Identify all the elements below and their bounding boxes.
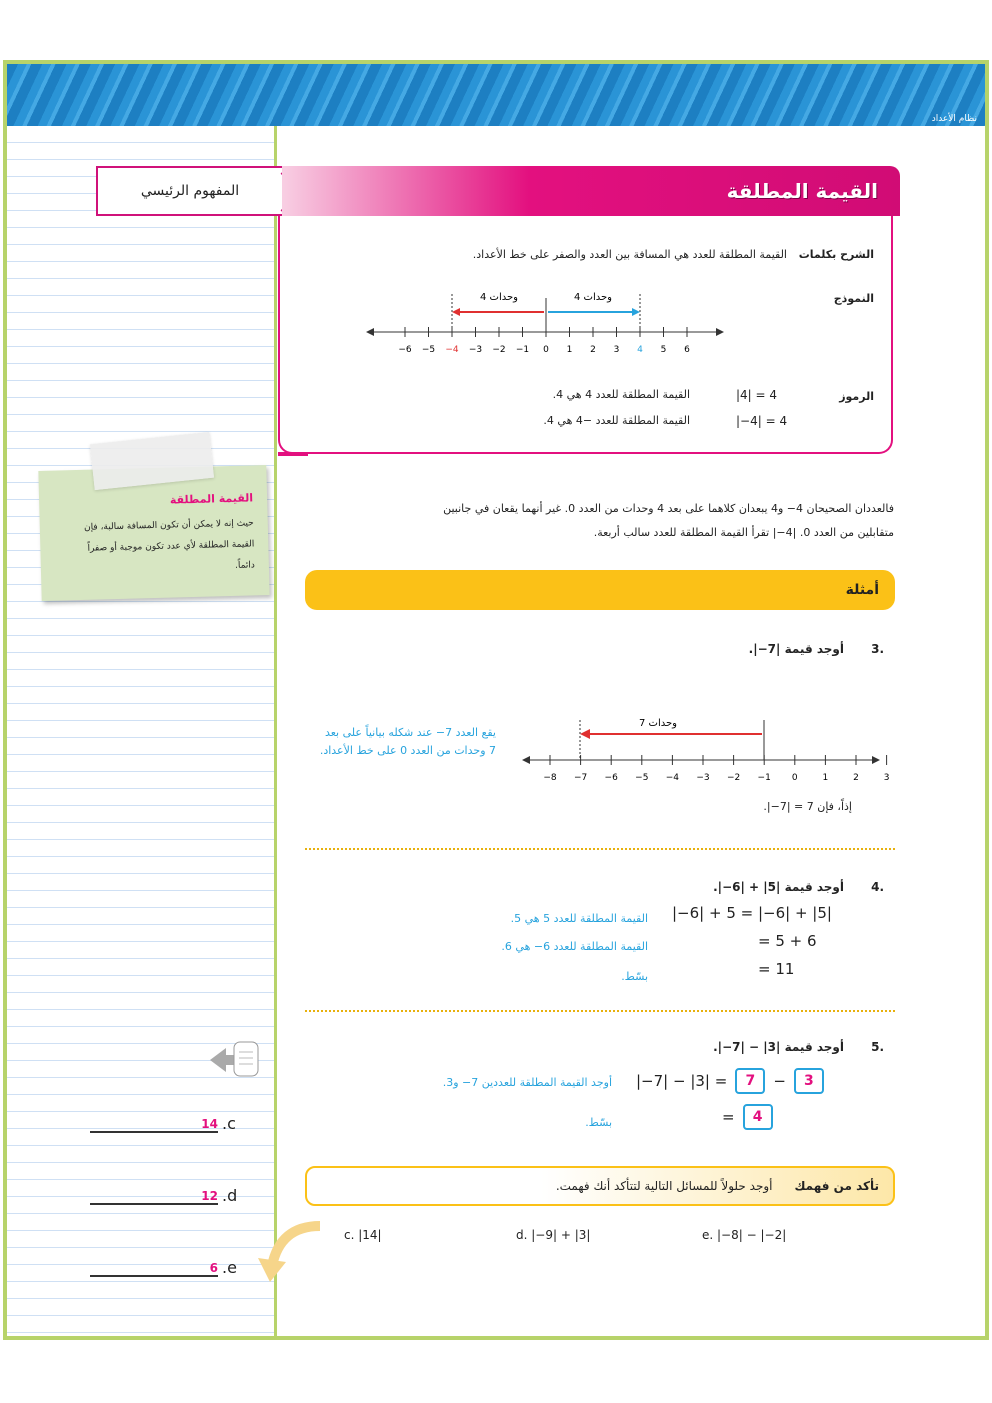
words-label: الشرح بكلمات: [798, 248, 874, 261]
ex5-note-2: بسّط.: [585, 1116, 612, 1129]
curved-arrow-icon: [250, 1216, 330, 1286]
notes-pointer-icon: [206, 1038, 262, 1082]
tick-label: −1: [757, 773, 771, 783]
answer-line-e[interactable]: 6: [90, 1261, 218, 1277]
ex5-prompt: أوجد قيمة |3| − |7−|.: [713, 1040, 844, 1054]
tick-label: 2: [853, 773, 859, 783]
paragraph-line-2: متقابلين من العدد 0. |4−| تقرأ القيمة المطلقة للعدد سالب أربعة.: [593, 526, 894, 539]
answer-label-d: .d: [222, 1186, 238, 1205]
examples-bar: [305, 570, 895, 610]
answer-label-c: .c: [222, 1114, 236, 1133]
ex4-line-3: = 11: [758, 960, 795, 978]
tick-label: 1: [822, 773, 829, 783]
nl-left-label: 4 وحدات: [480, 292, 518, 303]
tick-label: −2: [726, 773, 741, 783]
tick-label: −7: [573, 773, 588, 783]
sticky-note: [38, 465, 269, 601]
check-bar: [305, 1166, 895, 1206]
ex3-arrow-label: 7 وحدات: [639, 718, 677, 729]
tick-label: −5: [635, 773, 649, 783]
ex5-box-3[interactable]: 4: [743, 1104, 773, 1130]
tick-label: −3: [696, 773, 710, 783]
examples-title: أمثلة: [845, 582, 879, 598]
ex5-equals: =: [722, 1108, 735, 1126]
ex3-prompt: أوجد قيمة |7−|.: [748, 642, 844, 656]
concept-title-bar: [282, 166, 900, 216]
answer-line-c[interactable]: 14: [90, 1117, 218, 1133]
ex5-expr: |−7| − |3| =: [636, 1072, 728, 1090]
concept-tab: [96, 166, 284, 216]
tick-label: −6: [604, 773, 618, 783]
tick-label: −1: [515, 345, 530, 355]
tick-label: 5: [660, 345, 667, 355]
tick-label: 4: [637, 345, 643, 355]
check-title: تأكد من فهمك: [794, 1179, 879, 1193]
ex5-box-2[interactable]: 3: [794, 1068, 824, 1094]
answer-label-e: .e: [222, 1258, 237, 1277]
concept-number-line: [360, 286, 730, 362]
tick-label: 0: [543, 345, 549, 355]
concept-box-accent: [278, 452, 308, 456]
symbol-expr-2: |−4| = 4: [736, 414, 788, 428]
nl-right-label: 4 وحدات: [574, 292, 612, 303]
tick-label: −3: [468, 345, 483, 355]
words-text: القيمة المطلقة للعدد هي المسافة بين العدد والصفر على خط الأعداد.: [472, 248, 787, 261]
sticky-note-title: القيمة المطلقة: [169, 491, 254, 507]
ex4-line-2: = 5 + 6: [758, 932, 817, 950]
ex4-line-1: |−6| + 5 = |−6| + |5|: [672, 904, 832, 922]
tick-label: −2: [492, 345, 506, 355]
concept-title: القيمة المطلقة: [726, 179, 878, 203]
sidebar-divider: [274, 126, 277, 1336]
check-instruction: أوجد حلولاً للمسائل التالية لتتأكد أنك فهمت.: [555, 1179, 773, 1193]
tick-label: −5: [421, 345, 436, 355]
ex5-box-1[interactable]: 7: [735, 1068, 765, 1094]
ex5-minus: −: [773, 1072, 786, 1090]
tick-label: −4: [445, 345, 459, 355]
sidebar-notes: [7, 126, 275, 1336]
tick-label: −6: [398, 345, 412, 355]
separator-1: [305, 848, 895, 850]
ex3-red-arrowhead: [580, 729, 590, 739]
answer-line-d[interactable]: 12: [90, 1189, 218, 1205]
paragraph-line-1: فالعددان الصحيحان 4− و4 يبعدان كلاهما على بعد 4 وحدات من العدد 0. غير أنهما يقعان في جانبين: [443, 502, 894, 515]
ex5-note-1: أوجد القيمة المطلقة للعددين 7− و3.: [442, 1076, 612, 1089]
check-item-c[interactable]: c. |14|: [344, 1228, 382, 1242]
header-tag: نظام الأعداد: [931, 114, 977, 124]
answer-row-e: [90, 1258, 237, 1277]
symbol-expr-1: |4| = 4: [736, 388, 778, 402]
tick-label: 3: [613, 345, 620, 355]
ex4-note-1: القيمة المطلقة للعدد 5 هي 5.: [510, 912, 648, 925]
answer-row-d: [90, 1186, 237, 1205]
separator-2: [305, 1010, 895, 1012]
check-item-e[interactable]: e. |−8| − |−2|: [702, 1228, 787, 1242]
sticky-note-body: حيث إنه لا يمكن أن تكون المسافة سالبة، فإن القيمة المطلقة لأي عدد تكون موجبة أو صفراً دائماً.: [83, 518, 256, 571]
ex4-number: .4: [871, 880, 884, 894]
tick-label: 2: [590, 345, 596, 355]
ex4-note-3: بسّط.: [621, 970, 648, 983]
concept-tab-label: المفهوم الرئيسي: [140, 183, 240, 199]
tick-label: −8: [543, 773, 557, 783]
symbol-text-1: القيمة المطلقة للعدد 4 هي 4.: [552, 388, 690, 401]
ex3-result: إذاً، فإن 7 = |7−|.: [763, 800, 852, 813]
tick-label: 0: [791, 773, 798, 783]
header-banner: [7, 64, 985, 126]
tick-label: 1: [566, 345, 573, 355]
ex3-number-line: [520, 712, 890, 784]
tick-label: 3: [883, 773, 890, 783]
ex5-line-2: [722, 1104, 773, 1130]
ex5-line-1: [636, 1068, 824, 1094]
nl-blue-arrowhead: [632, 308, 640, 316]
nl-red-arrowhead: [452, 308, 460, 316]
check-item-d[interactable]: d. |−9| + |3|: [516, 1228, 591, 1242]
model-label: النموذج: [833, 292, 874, 305]
tick-label: 6: [684, 345, 690, 355]
ex3-note: يقع العدد 7− عند شكله بيانياً على بعد 7 وحدات من العدد 0 على خط الأعداد.: [319, 726, 496, 757]
symbols-label: الرموز: [839, 390, 874, 403]
answer-row-c: [90, 1114, 236, 1133]
ex4-prompt: أوجد قيمة |5| + |6−|.: [713, 880, 844, 894]
ex4-note-2: القيمة المطلقة للعدد 6− هي 6.: [501, 940, 648, 953]
tick-label: −4: [665, 773, 680, 783]
ex5-number: .5: [871, 1040, 884, 1054]
ex3-number: .3: [871, 642, 884, 656]
symbol-text-2: القيمة المطلقة للعدد −4 هي 4.: [543, 414, 690, 427]
